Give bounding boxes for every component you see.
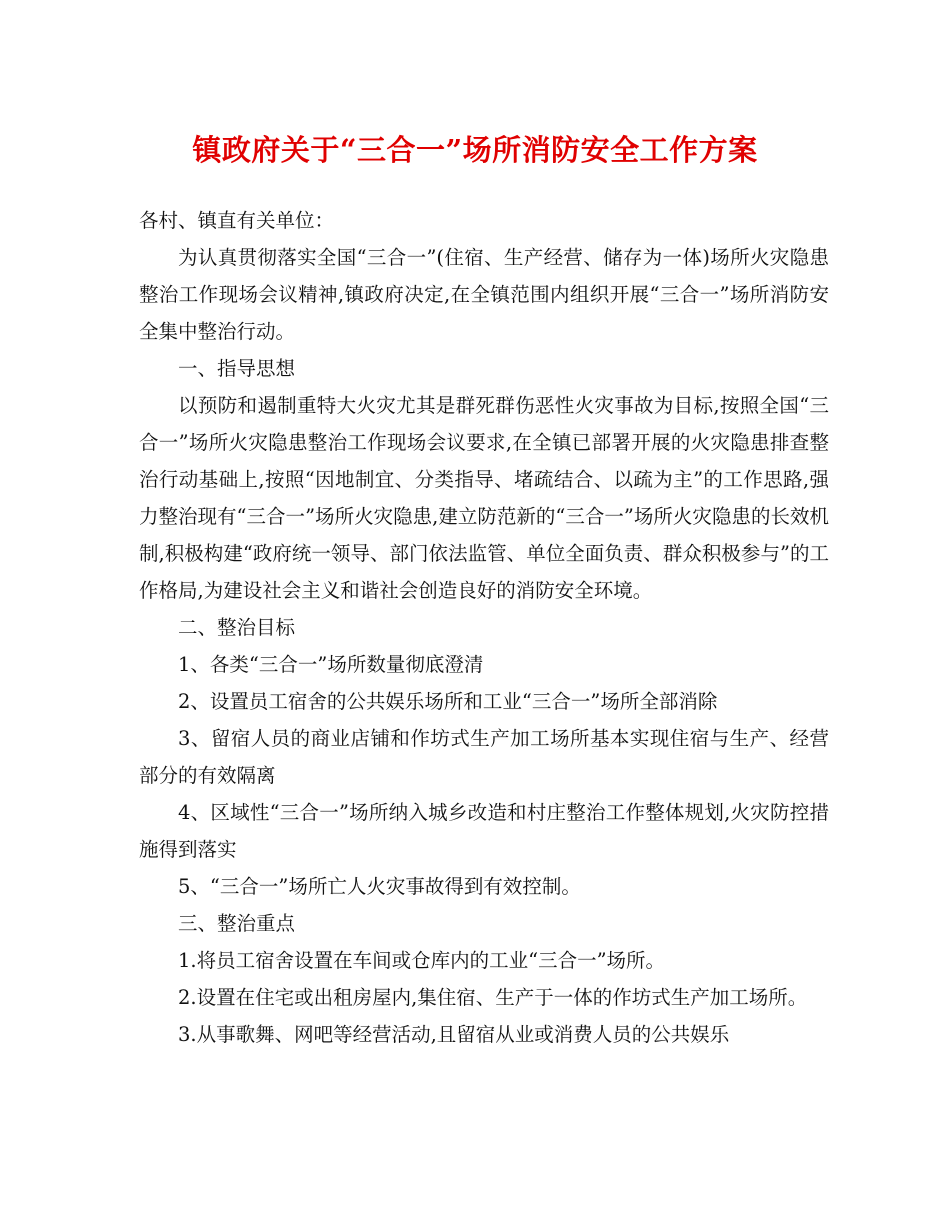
document-body bbox=[139, 200, 829, 1053]
goal-item-1: 1、各类“三合一”场所数量彻底澄清 bbox=[178, 653, 484, 676]
goal-item-4: 4、区域性“三合一”场所纳入城乡改造和村庄整治工作整体规划,火灾防控措施得到落实 bbox=[139, 801, 829, 861]
section-heading-guiding-thought: 一、指导思想 bbox=[178, 357, 296, 380]
key-point-item-2: 2.设置在住宅或出租房屋内,集住宿、生产于一体的作坊式生产加工场所。 bbox=[178, 986, 808, 1009]
section-heading-key-points: 三、整治重点 bbox=[178, 912, 296, 935]
key-point-item-3: 3.从事歌舞、网吧等经营活动,且留宿从业或消费人员的公共娱乐 bbox=[178, 1023, 730, 1046]
key-point-item-1: 1.将员工宿舍设置在车间或仓库内的工业“三合一”场所。 bbox=[178, 949, 666, 972]
goal-item-2: 2、设置员工宿舍的公共娱乐场所和工业“三合一”场所全部消除 bbox=[178, 690, 718, 713]
goal-item-5: 5、“三合一”场所亡人火灾事故得到有效控制。 bbox=[178, 875, 581, 898]
guiding-thought-paragraph: 以预防和遏制重特大火灾尤其是群死群伤恶性火灾事故为目标,按照全国“三合一”场所火灾隐患整治工作现场会议要求,在全镇已部署开展的火灾隐患排查整治行动基础上,按照“因地制宜、分类指导、堵疏结合、以疏为主”的工作思路,强力整治现有“三合一”场所火灾隐患,建立防范新的“三合一”场所火灾隐患的长效机制,积极构建“政府统一领导、部门依法监管、单位全面负责、群众积极参与”的工作格局,为建设社会主义和谐社会创造良好的消防安全环境。 bbox=[139, 394, 829, 602]
salutation: 各村、镇直有关单位： bbox=[139, 209, 335, 232]
intro-paragraph: 为认真贯彻落实全国“三合一”(住宿、生产经营、储存为一体)场所火灾隐患整治工作现场会议精神,镇政府决定,在全镇范围内组织开展“三合一”场所消防安全集中整治行动。 bbox=[139, 246, 829, 343]
section-heading-goals: 二、整治目标 bbox=[178, 616, 296, 639]
goal-item-3: 3、留宿人员的商业店铺和作坊式生产加工场所基本实现住宿与生产、经营部分的有效隔离 bbox=[139, 727, 829, 787]
document-title: 镇政府关于“三合一”场所消防安全工作方案 bbox=[192, 133, 758, 167]
